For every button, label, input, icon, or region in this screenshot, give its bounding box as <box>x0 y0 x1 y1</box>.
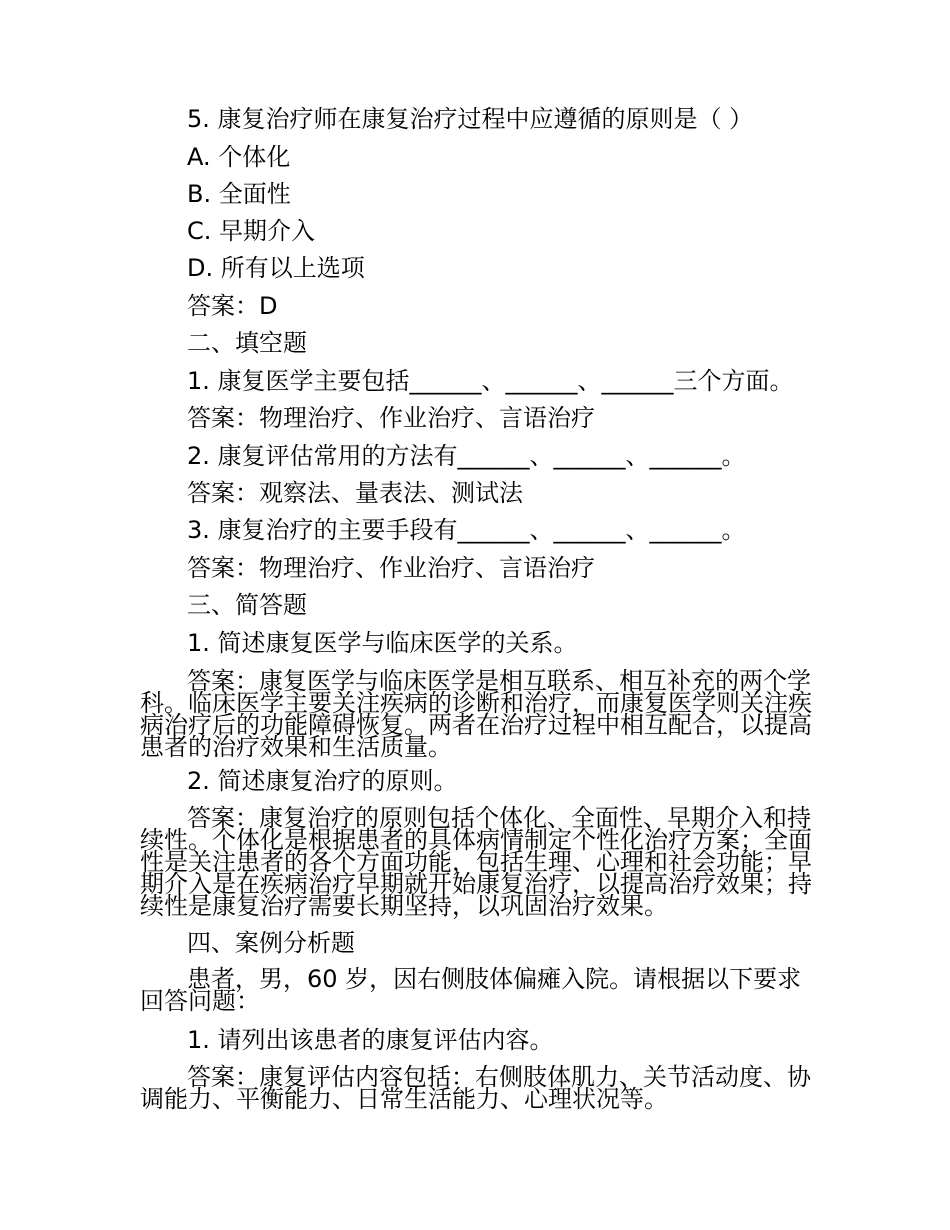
fill-blank-question-2: 2. 康复评估常用的方法有______、______、______。 <box>187 442 746 470</box>
question-5-option-b: B. 全面性 <box>187 180 291 208</box>
fill-blank-answer-3: 答案：物理治疗、作业治疗、言语治疗 <box>187 554 595 582</box>
case-question-1: 1. 请列出该患者的康复评估内容。 <box>187 1026 554 1054</box>
question-5-stem: 5. 康复治疗师在康复治疗过程中应遵循的原则是（ ） <box>187 105 754 133</box>
fill-blank-question-3: 3. 康复治疗的主要手段有______、______、______。 <box>187 516 746 544</box>
short-answer-question-1: 1. 简述康复医学与临床医学的关系。 <box>187 629 578 657</box>
section-heading-case-analysis: 四、案例分析题 <box>187 929 355 957</box>
question-5-option-c: C. 早期介入 <box>187 217 316 245</box>
section-heading-fill-blank: 二、填空题 <box>187 329 307 357</box>
short-answer-answer-2: 答案：康复治疗的原则包括个体化、全面性、早期介入和持续性。个体化是根据患者的具体病情制定个性化治疗方案；全面性是关注患者的各个方面功能，包括生理、心理和社会功能；早期介入是在疾病治疗早期就开始康复治疗，以提高治疗效果；持续性是康复治疗需要长期坚持，以巩固治疗效果。 <box>140 804 812 920</box>
case-intro: 患者，男，60 岁，因右侧肢体偏瘫入院。请根据以下要求回答问题： <box>140 965 802 1015</box>
fill-blank-answer-2: 答案：观察法、量表法、测试法 <box>187 479 523 507</box>
short-answer-answer-1: 答案：康复医学与临床医学是相互联系、相互补充的两个学科。临床医学主要关注疾病的诊断和治疗，而康复医学则关注疾病治疗后的功能障碍恢复。两者在治疗过程中相互配合，以提高患者的治疗效果和生活质量。 <box>140 667 812 761</box>
question-5-option-a: A. 个体化 <box>187 143 291 171</box>
short-answer-question-2: 2. 简述康复治疗的原则。 <box>187 767 458 795</box>
fill-blank-question-1: 1. 康复医学主要包括______、______、______三个方面。 <box>187 367 794 395</box>
fill-blank-answer-1: 答案：物理治疗、作业治疗、言语治疗 <box>187 404 595 432</box>
case-answer-1: 答案：康复评估内容包括：右侧肢体肌力、关节活动度、协调能力、平衡能力、日常生活能力、心理状况等。 <box>140 1063 811 1113</box>
question-5-answer: 答案：D <box>187 292 278 320</box>
question-5-option-d: D. 所有以上选项 <box>187 254 365 282</box>
section-heading-short-answer: 三、简答题 <box>187 591 307 619</box>
